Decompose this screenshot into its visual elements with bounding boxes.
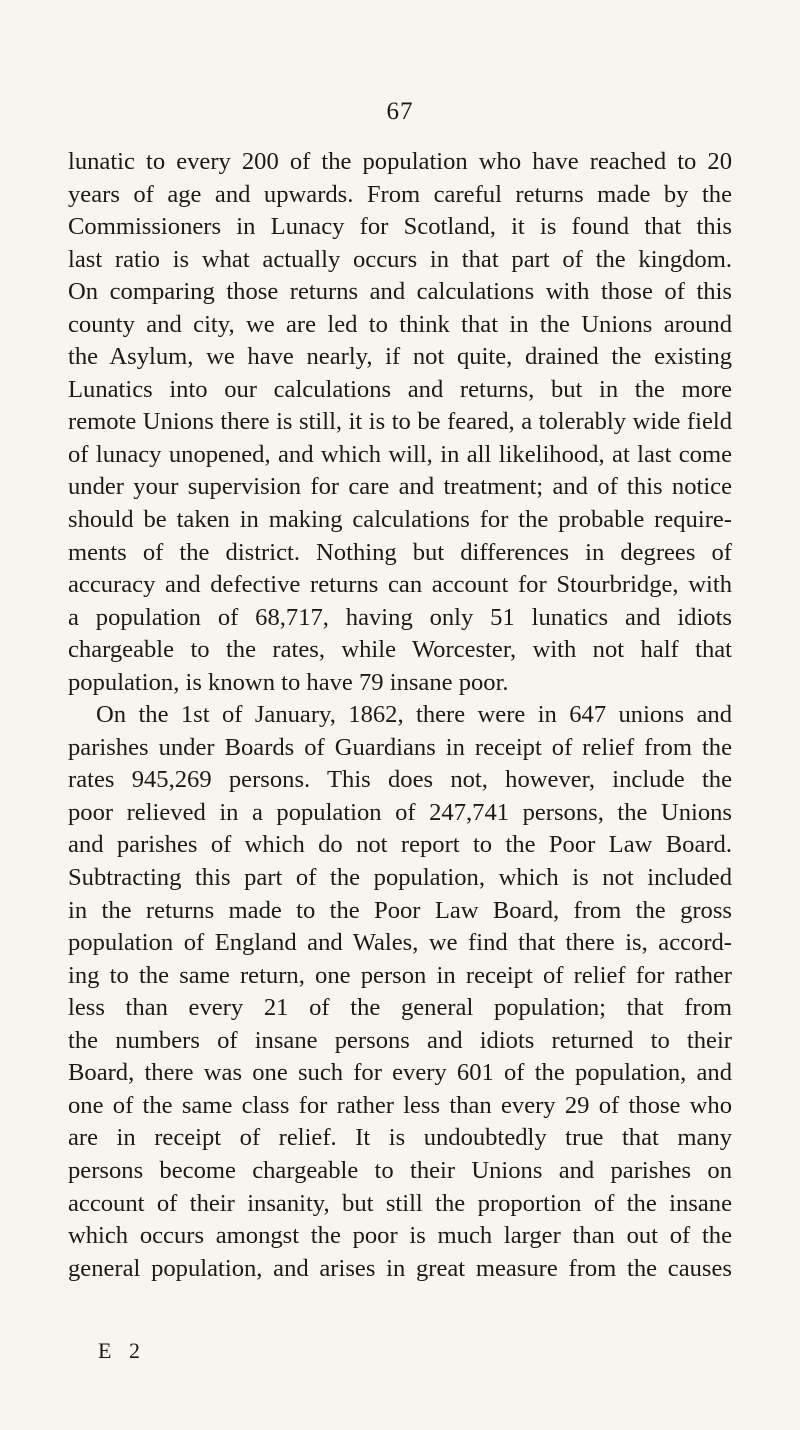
text-line: and parishes of which do not report to the Poor Law Board. (68, 831, 732, 859)
text-line: On comparing those returns and calculations with those of this (68, 278, 732, 306)
text-line: poor relieved in a population of 247,741 persons, the Unions (68, 798, 732, 826)
text-line: persons become chargeable to their Unions and parishes on (68, 1156, 732, 1184)
text-line: are in receipt of relief. It is undoubtedly true that many (68, 1124, 732, 1152)
text-line: accuracy and defective returns can account for Stourbridge, with (68, 571, 732, 599)
text-line: Lunatics into our calculations and returns, but in the more (68, 375, 732, 403)
text-line: Subtracting this part of the population, which is not included (68, 864, 732, 892)
text-line: a population of 68,717, having only 51 lunatics and idiots (68, 603, 732, 631)
signature-mark: E 2 (98, 1338, 146, 1363)
text-line: account of their insanity, but still the proportion of the insane (68, 1189, 732, 1217)
text-line: remote Unions there is still, it is to be feared, a tolerably wide field (68, 408, 732, 436)
text-line: under your supervision for care and treatment; and of this notice (68, 473, 732, 501)
text-line: county and city, we are led to think that in the Unions around (68, 310, 732, 338)
text-line: less than every 21 of the general population; that from (68, 994, 732, 1022)
text-line: of lunacy unopened, and which will, in all likelihood, at last come (68, 440, 732, 468)
text-line: Board, there was one such for every 601 of the population, and (68, 1059, 732, 1087)
text-line: in the returns made to the Poor Law Board, from the gross (68, 896, 732, 924)
text-line: lunatic to every 200 of the population who have reached to 20 (68, 148, 732, 175)
page-number: 67 (386, 98, 414, 125)
text-line: population, is known to have 79 insane poor. (68, 668, 509, 696)
text-line: the numbers of insane persons and idiots returned to their (68, 1026, 732, 1054)
text-line: parishes under Boards of Guardians in receipt of relief from the (68, 733, 732, 761)
text-line: years of age and upwards. From careful returns made by the (68, 180, 732, 208)
text-line: chargeable to the rates, while Worcester, with not half that (68, 636, 732, 664)
text-line: ing to the same return, one person in receipt of relief for rather (68, 961, 732, 989)
text-line: last ratio is what actually occurs in that part of the kingdom. (68, 245, 732, 273)
text-line: general population, and arises in great measure from the causes (68, 1254, 732, 1282)
text-line: the Asylum, we have nearly, if not quite, drained the existing (68, 343, 732, 371)
text-line: should be taken in making calculations for the probable require- (68, 506, 732, 534)
text-line: ments of the district. Nothing but differences in degrees of (68, 538, 732, 566)
text-line: rates 945,269 persons. This does not, however, include the (68, 766, 732, 794)
text-line: population of England and Wales, we find that there is, accord- (68, 929, 732, 957)
text-line: which occurs amongst the poor is much larger than out of the (68, 1222, 732, 1250)
text-line: On the 1st of January, 1862, there were in 647 unions and (96, 701, 732, 729)
text-line: one of the same class for rather less than every 29 of those who (68, 1091, 732, 1119)
text-line: Commissioners in Lunacy for Scotland, it is found that this (68, 213, 732, 241)
body-text (68, 146, 732, 1285)
